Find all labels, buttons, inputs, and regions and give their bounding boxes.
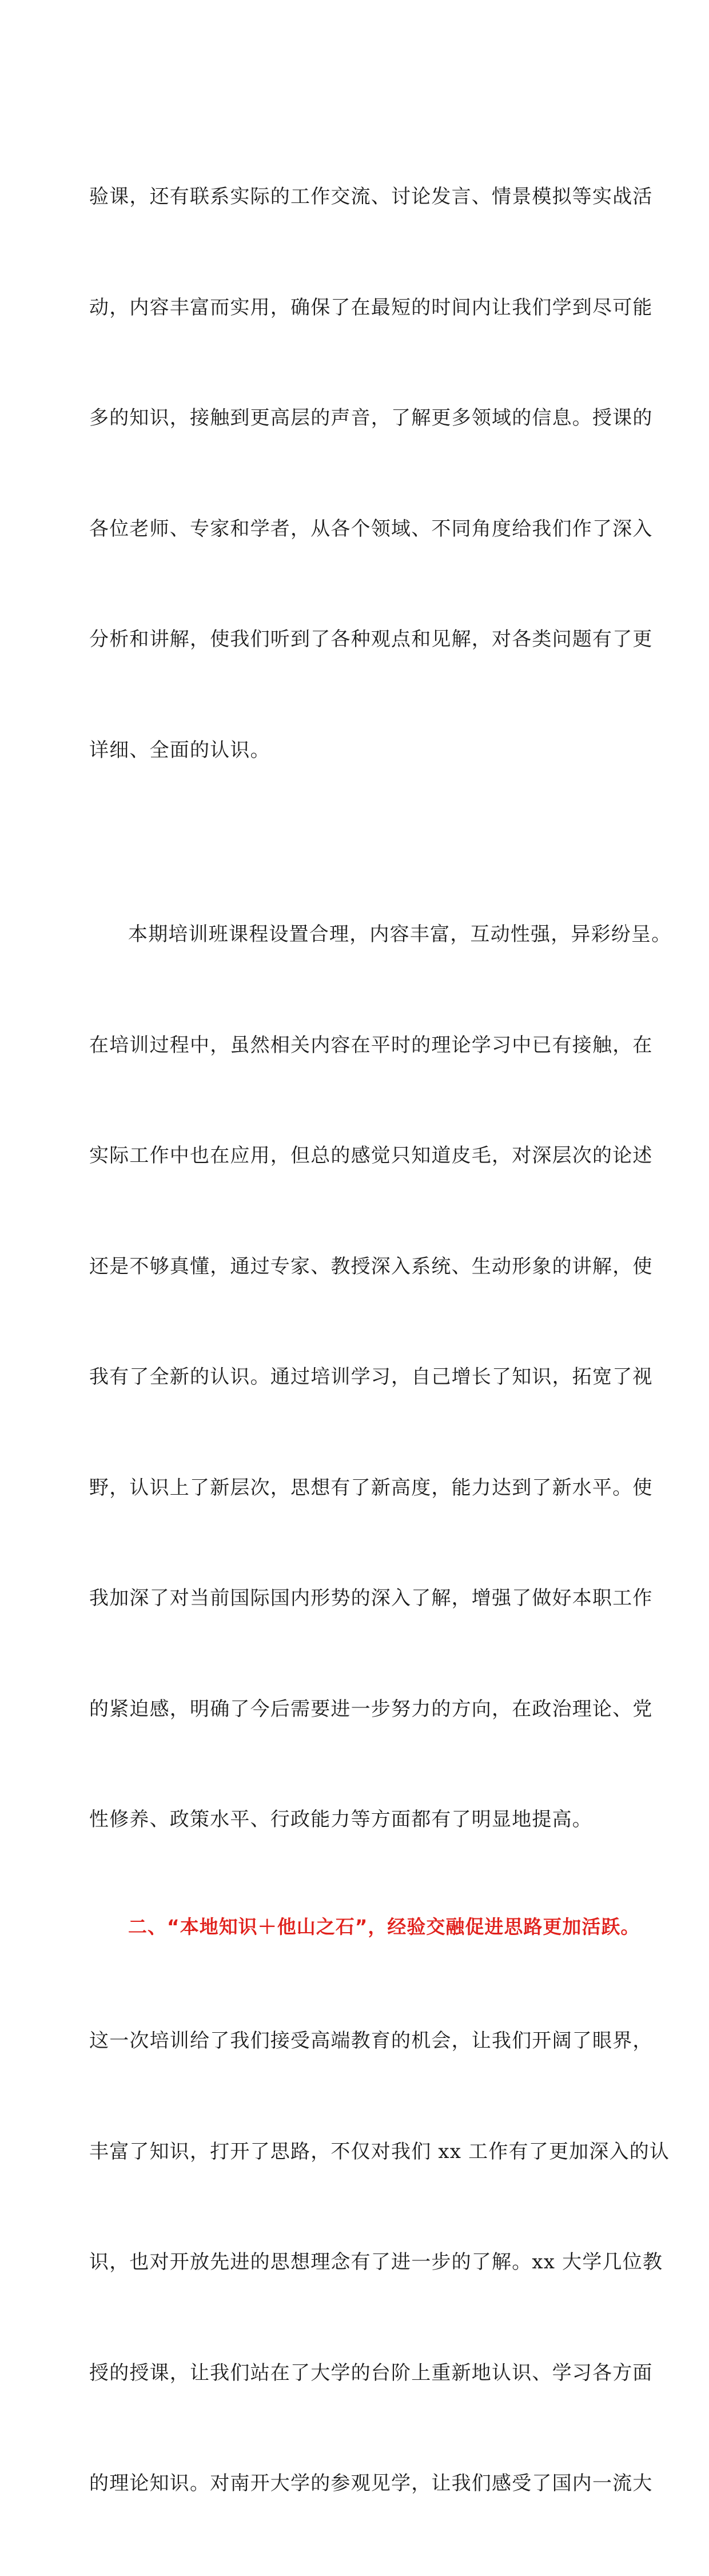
paragraph-line: 还是不够真懂，通过专家、教授深入系统、生动形象的讲解，使	[89, 1255, 653, 1278]
paragraph-3	[89, 1949, 670, 2576]
paragraph-1	[89, 105, 653, 842]
paragraph-line: 野，认识上了新层次，思想有了新高度，能力达到了新水平。使	[89, 1476, 653, 1499]
paragraph-line: 各位老师、专家和学者，从各个领域、不同角度给我们作了深入	[89, 517, 653, 540]
paragraph-line: 授的授课，让我们站在了大学的台阶上重新地认识、学习各方面	[89, 2361, 653, 2384]
paragraph-line: 实际工作中也在应用，但总的感觉只知道皮毛，对深层次的论述	[89, 1144, 653, 1167]
paragraph-line: 丰富了知识，打开了思路，不仅对我们 xx 工作有了更加深入的认	[89, 2140, 670, 2163]
paragraph-line: 我加深了对当前国际国内形势的深入了解，增强了做好本职工作	[89, 1587, 653, 1610]
paragraph-line: 在培训过程中，虽然相关内容在平时的理论学习中已有接触，在	[89, 1033, 653, 1057]
paragraph-line: 的紧迫感，明确了今后需要进一步努力的方向，在政治理论、党	[89, 1697, 653, 1721]
paragraph-line: 分析和讲解，使我们听到了各种观点和见解，对各类问题有了更	[89, 628, 653, 651]
paragraph-first-line: 本期培训班课程设置合理，内容丰富，互动性强，异彩纷呈。	[128, 923, 672, 946]
paragraph-line: 性修养、政策水平、行政能力等方面都有了明显地提高。	[89, 1808, 592, 1831]
paragraph-line: 识，也对开放先进的思想理念有了进一步的了解。xx 大学几位教	[89, 2251, 663, 2274]
paragraph-line: 多的知识，接触到更高层的声音，了解更多领域的信息。授课的	[89, 407, 653, 429]
paragraph-line: 这一次培训给了我们接受高端教育的机会，让我们开阔了眼界，	[89, 2029, 653, 2052]
paragraph-line: 验课，还有联系实际的工作交流、讨论发言、情景模拟等实战活	[89, 185, 653, 208]
paragraph-line: 动，内容丰富而实用，确保了在最短的时间内让我们学到尽可能	[89, 296, 653, 319]
document-page	[89, 105, 672, 2576]
section-heading: 二、“本地知识＋他山之石”，经验交融促进思路更加活跃。	[128, 1915, 640, 1938]
paragraph-line: 我有了全新的认识。通过培训学习，自己增长了知识，拓宽了视	[89, 1365, 653, 1388]
paragraph-line: 的理论知识。对南开大学的参观见学，让我们感受了国内一流大	[89, 2472, 653, 2495]
paragraph-line: 详细、全面的认识。	[89, 738, 270, 762]
paragraph-2	[89, 842, 672, 1912]
